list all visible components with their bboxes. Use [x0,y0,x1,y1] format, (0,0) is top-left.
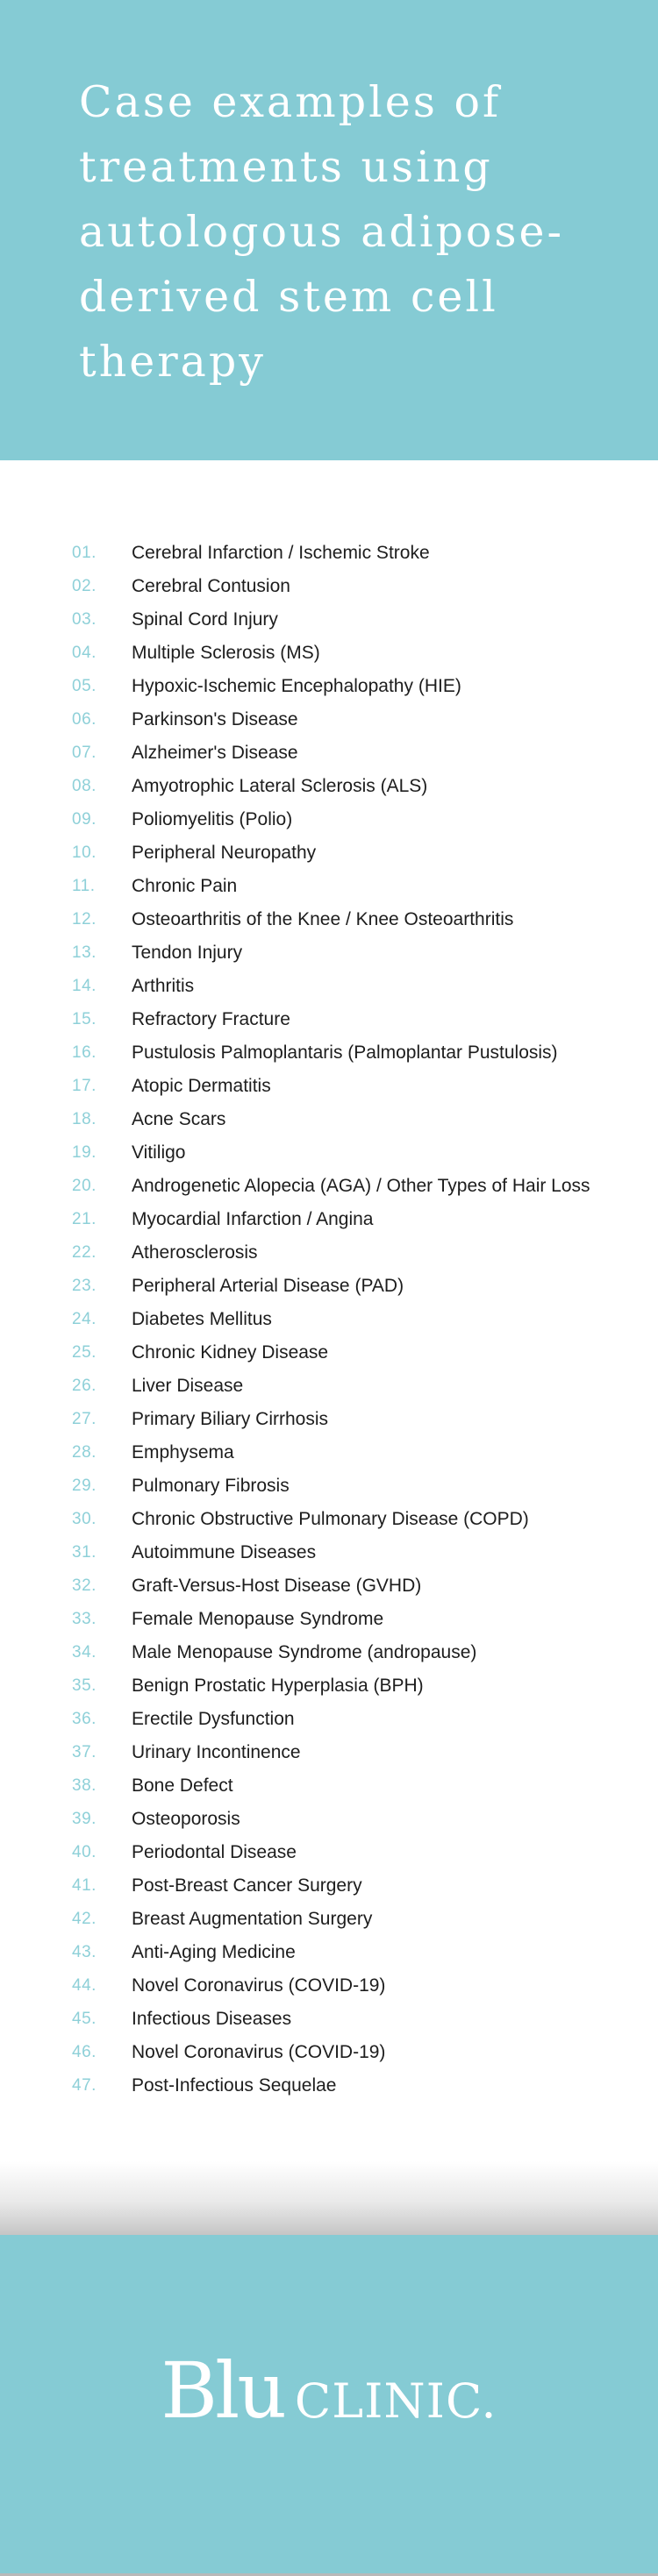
list-item [0,1503,658,1536]
item-label: Autoimmune Diseases [132,1542,317,1562]
item-label: Peripheral Arterial Disease (PAD) [132,1276,404,1296]
list-item [0,1636,658,1669]
list-item [0,803,658,836]
item-number: 11. [72,877,96,895]
item-label: Erectile Dysfunction [132,1709,295,1729]
page-title: Case examples of treatments using autologous adipose-derived stem cell therapy [79,77,565,387]
item-number: 10. [72,843,97,862]
item-number: 38. [72,1776,97,1795]
item-label: Cerebral Infarction / Ischemic Stroke [132,543,430,563]
list-item [0,1403,658,1436]
list-item [0,1170,658,1203]
list-item [0,1469,658,1503]
item-number: 02. [72,577,97,595]
item-number: 37. [72,1743,97,1761]
list-item [0,1103,658,1136]
item-number: 04. [72,644,97,662]
item-label: Urinary Incontinence [132,1742,301,1762]
list-item [0,1569,658,1603]
item-label: Multiple Sclerosis (MS) [132,643,320,663]
item-number: 46. [72,2043,97,2061]
item-label: Post-Breast Cancer Surgery [132,1875,362,1896]
list-item [0,537,658,570]
item-number: 12. [72,910,97,929]
list-item [0,936,658,970]
list-item [0,2003,658,2036]
list-item [0,1769,658,1803]
item-number: 20. [72,1177,97,1195]
list-item [0,1969,658,2003]
item-number: 07. [72,744,97,762]
list-item [0,1136,658,1170]
item-label: Amyotrophic Lateral Sclerosis (ALS) [132,776,428,796]
list-item [0,970,658,1003]
item-label: Post-Infectious Sequelae [132,2075,337,2096]
item-label: Tendon Injury [132,943,243,963]
item-number: 31. [72,1543,97,1562]
list-item [0,1836,658,1869]
list-item [0,670,658,703]
item-number: 14. [72,977,97,995]
item-number: 32. [72,1576,97,1595]
item-label: Peripheral Neuropathy [132,843,317,863]
section-divider-gradient [0,2161,658,2236]
item-number: 16. [72,1043,97,1062]
item-label: Emphysema [132,1442,234,1462]
item-label: Osteoarthritis of the Knee / Knee Osteoarthritis [132,909,514,929]
item-label: Alzheimer's Disease [132,743,298,763]
list-item [0,637,658,670]
list-item [0,770,658,803]
item-number: 22. [72,1243,97,1262]
item-label: Novel Coronavirus (COVID-19) [132,1975,386,1996]
item-label: Hypoxic-Ischemic Encephalopathy (HIE) [132,676,461,696]
item-number: 13. [72,943,97,962]
item-number: 35. [72,1676,97,1695]
item-label: Spinal Cord Injury [132,609,278,630]
item-number: 15. [72,1010,97,1028]
item-number: 09. [72,810,97,829]
item-label: Chronic Obstructive Pulmonary Disease (COPD) [132,1509,529,1529]
item-label: Osteoporosis [132,1809,240,1829]
item-label: Androgenetic Alopecia (AGA) / Other Types of Hair Loss [132,1176,590,1196]
item-number: 25. [72,1343,97,1362]
list-item [0,903,658,936]
item-number: 17. [72,1077,97,1095]
list-item [0,2069,658,2103]
list-item [0,1436,658,1469]
item-label: Liver Disease [132,1376,244,1396]
item-label: Parkinson's Disease [132,709,298,729]
item-label: Novel Coronavirus (COVID-19) [132,2042,386,2062]
item-number: 24. [72,1310,97,1328]
list-item [0,1003,658,1036]
page-header [0,0,658,460]
list-item [0,1370,658,1403]
item-number: 06. [72,710,97,729]
item-number: 40. [72,1843,97,1861]
list-item [0,870,658,903]
item-number: 21. [72,1210,97,1228]
list-item [0,1936,658,1969]
list-item [0,1303,658,1336]
item-label: Cerebral Contusion [132,576,290,596]
item-label: Arthritis [132,976,195,996]
list-item [0,1270,658,1303]
list-item [0,2036,658,2069]
item-label: Diabetes Mellitus [132,1309,272,1329]
item-label: Poliomyelitis (Polio) [132,809,293,829]
blu-clinic-logo [0,2345,658,2436]
logo-wordmark-clinic: CLINIC. [294,2373,497,2429]
item-label: Pustulosis Palmoplantaris (Palmoplantar Pustulosis) [132,1042,558,1063]
list-item [0,1703,658,1736]
list-item [0,1536,658,1569]
item-number: 01. [72,544,97,562]
item-number: 03. [72,610,97,629]
treatment-list [0,537,658,2103]
list-item [0,570,658,603]
item-label: Pulmonary Fibrosis [132,1476,290,1496]
list-item [0,1336,658,1370]
item-number: 30. [72,1510,97,1528]
item-label: Chronic Pain [132,876,238,896]
item-number: 36. [72,1710,97,1728]
item-number: 43. [72,1943,97,1961]
item-label: Myocardial Infarction / Angina [132,1209,374,1229]
list-item [0,1070,658,1103]
item-label: Benign Prostatic Hyperplasia (BPH) [132,1676,424,1696]
item-label: Primary Biliary Cirrhosis [132,1409,329,1429]
item-number: 28. [72,1443,97,1462]
item-number: 26. [72,1377,97,1395]
page-footer [0,2235,658,2576]
list-item [0,1203,658,1236]
list-item [0,1669,658,1703]
item-number: 29. [72,1477,97,1495]
list-item [0,1803,658,1836]
item-number: 23. [72,1277,97,1295]
list-item [0,836,658,870]
item-label: Atherosclerosis [132,1242,258,1263]
item-number: 34. [72,1643,97,1662]
list-item [0,1869,658,1903]
item-number: 39. [72,1810,97,1828]
item-number: 33. [72,1610,97,1628]
item-number: 44. [72,1976,97,1995]
list-item [0,1903,658,1936]
item-number: 08. [72,777,97,795]
list-item [0,603,658,637]
item-number: 42. [72,1910,97,1928]
item-label: Atopic Dermatitis [132,1076,271,1096]
item-number: 45. [72,2010,97,2028]
item-label: Anti-Aging Medicine [132,1942,296,1962]
list-item [0,1036,658,1070]
list-item [0,737,658,770]
item-label: Refractory Fracture [132,1009,290,1029]
item-number: 18. [72,1110,97,1128]
item-label: Bone Defect [132,1775,233,1796]
item-number: 27. [72,1410,97,1428]
item-number: 19. [72,1143,97,1162]
item-number: 05. [72,677,97,695]
item-label: Male Menopause Syndrome (andropause) [132,1642,477,1662]
item-label: Vitiligo [132,1142,186,1163]
list-item [0,1736,658,1769]
item-label: Periodontal Disease [132,1842,297,1862]
item-label: Acne Scars [132,1109,226,1129]
item-label: Chronic Kidney Disease [132,1342,329,1363]
item-label: Infectious Diseases [132,2009,292,2029]
item-label: Female Menopause Syndrome [132,1609,384,1629]
logo-wordmark-blu: Blu [161,2345,284,2436]
list-item [0,703,658,737]
item-number: 41. [72,1876,97,1895]
list-item [0,1603,658,1636]
item-number: 47. [72,2076,97,2095]
item-label: Breast Augmentation Surgery [132,1909,373,1929]
item-label: Graft-Versus-Host Disease (GVHD) [132,1576,422,1596]
list-item [0,1236,658,1270]
